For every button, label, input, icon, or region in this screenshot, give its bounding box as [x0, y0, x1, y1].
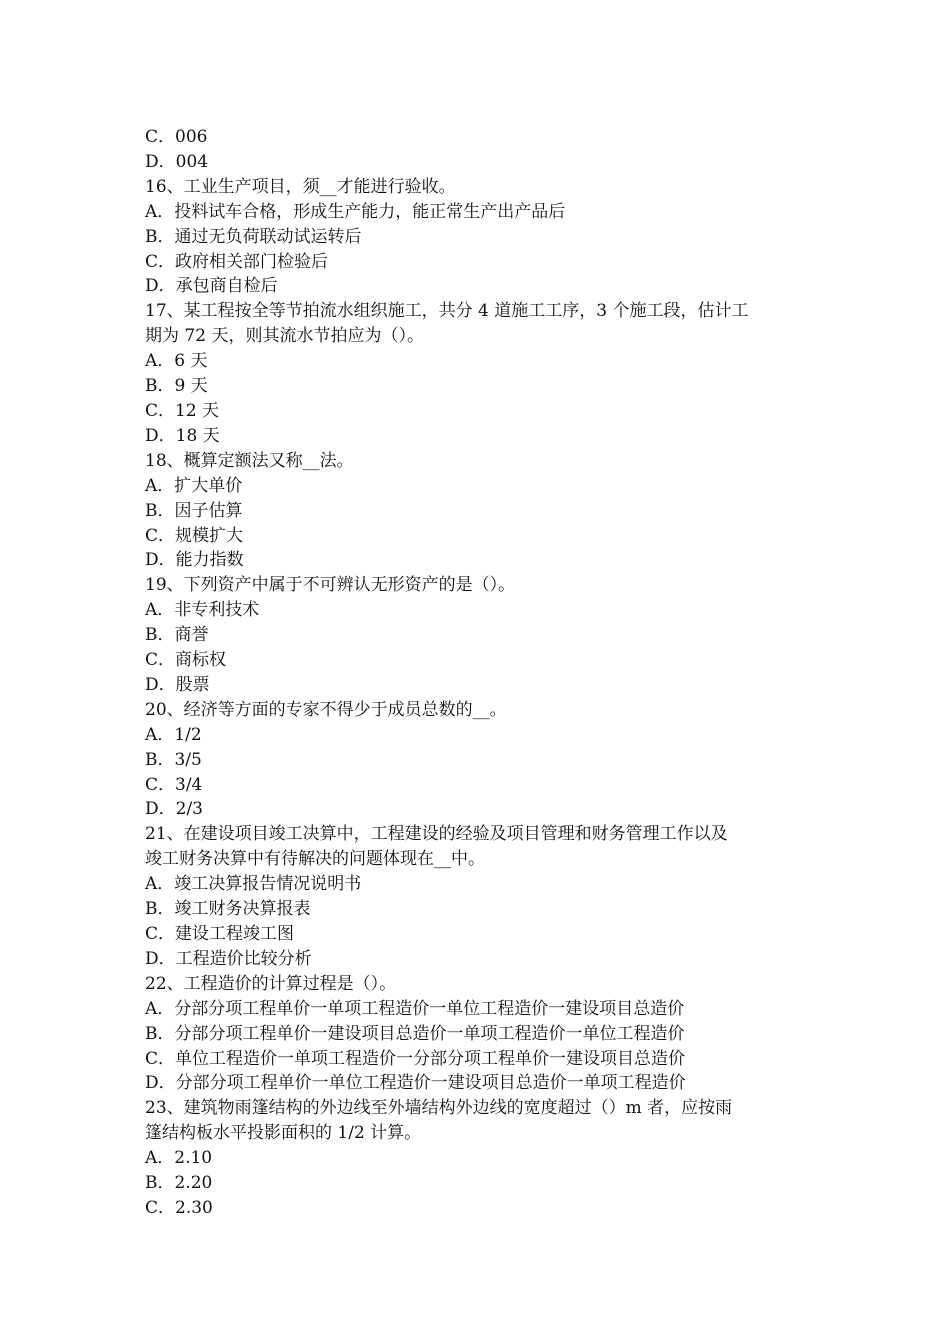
question-23-text-line-1: 23、建筑物雨篷结构的外边线至外墙结构外边线的宽度超过（）m 者，应按雨 [145, 1098, 733, 1119]
question-21-text-line-2: 竣工财务决算中有待解决的问题体现在__中。 [145, 849, 485, 870]
option-line: D．2/3 [145, 799, 203, 820]
option-line: D．004 [145, 151, 209, 172]
option-line: C．2.30 [145, 1197, 213, 1218]
option-line: C．商标权 [145, 650, 227, 671]
option-line: D．股票 [145, 674, 210, 695]
option-line: B．因子估算 [145, 500, 243, 521]
option-line: A．6 天 [145, 351, 208, 372]
question-23-text-line-2: 篷结构板水平投影面积的 1/2 计算。 [145, 1123, 422, 1144]
option-line: B．2.20 [145, 1173, 213, 1194]
option-line: B．3/5 [145, 749, 202, 770]
question-17-text-line-1: 17、某工程按全等节拍流水组织施工，共分 4 道施工工序，3 个施工段，估计工 [145, 301, 749, 322]
option-line: D．分部分项工程单价一单位工程造价一建设项目总造价一单项工程造价 [145, 1073, 686, 1094]
question-21-text-line-1: 21、在建设项目竣工决算中，工程建设的经验及项目管理和财务管理工作以及 [145, 824, 728, 845]
option-line: B．分部分项工程单价一建设项目总造价一单项工程造价一单位工程造价 [145, 1023, 685, 1044]
option-line: B．商誉 [145, 625, 209, 646]
option-line: A．投料试车合格，形成生产能力，能正常生产出产品后 [145, 201, 566, 222]
option-line: C．12 天 [145, 400, 220, 421]
option-line: D．能力指数 [145, 550, 244, 571]
option-line: C．006 [145, 127, 208, 147]
option-line: C．政府相关部门检验后 [145, 251, 329, 272]
option-line: A．非专利技术 [145, 600, 260, 621]
document-body [145, 125, 810, 1221]
option-line: A．竣工决算报告情况说明书 [145, 874, 362, 895]
question-17-text-line-2: 期为 72 天，则其流水节拍应为（）。 [145, 326, 424, 347]
option-line: B．竣工财务决算报表 [145, 899, 311, 920]
question-18-text: 18、概算定额法又称__法。 [145, 450, 354, 471]
question-16-text: 16、工业生产项目，须__才能进行验收。 [145, 176, 456, 197]
option-line: A．1/2 [145, 724, 202, 745]
option-line: C．3/4 [145, 774, 203, 795]
option-line: D．承包商自检后 [145, 276, 278, 297]
option-line: A．扩大单价 [145, 475, 243, 496]
question-20-text: 20、经济等方面的专家不得少于成员总数的__。 [145, 699, 507, 720]
option-line: D．18 天 [145, 425, 220, 446]
option-line: C．建设工程竣工图 [145, 924, 295, 944]
option-line: A．分部分项工程单价一单项工程造价一单位工程造价一建设项目总造价 [145, 998, 685, 1019]
option-line: C．单位工程造价一单项工程造价一分部分项工程单价一建设项目总造价 [145, 1048, 686, 1069]
option-line: D．工程造价比较分析 [145, 948, 312, 969]
option-line: A．2.10 [145, 1148, 213, 1169]
option-line: B．9 天 [145, 376, 208, 397]
question-19-text: 19、下列资产中属于不可辨认无形资产的是（）。 [145, 575, 516, 596]
question-22-text: 22、工程造价的计算过程是（）。 [145, 973, 397, 994]
option-line: C．规模扩大 [145, 525, 244, 546]
option-line: B．通过无负荷联动试运转后 [145, 226, 362, 247]
